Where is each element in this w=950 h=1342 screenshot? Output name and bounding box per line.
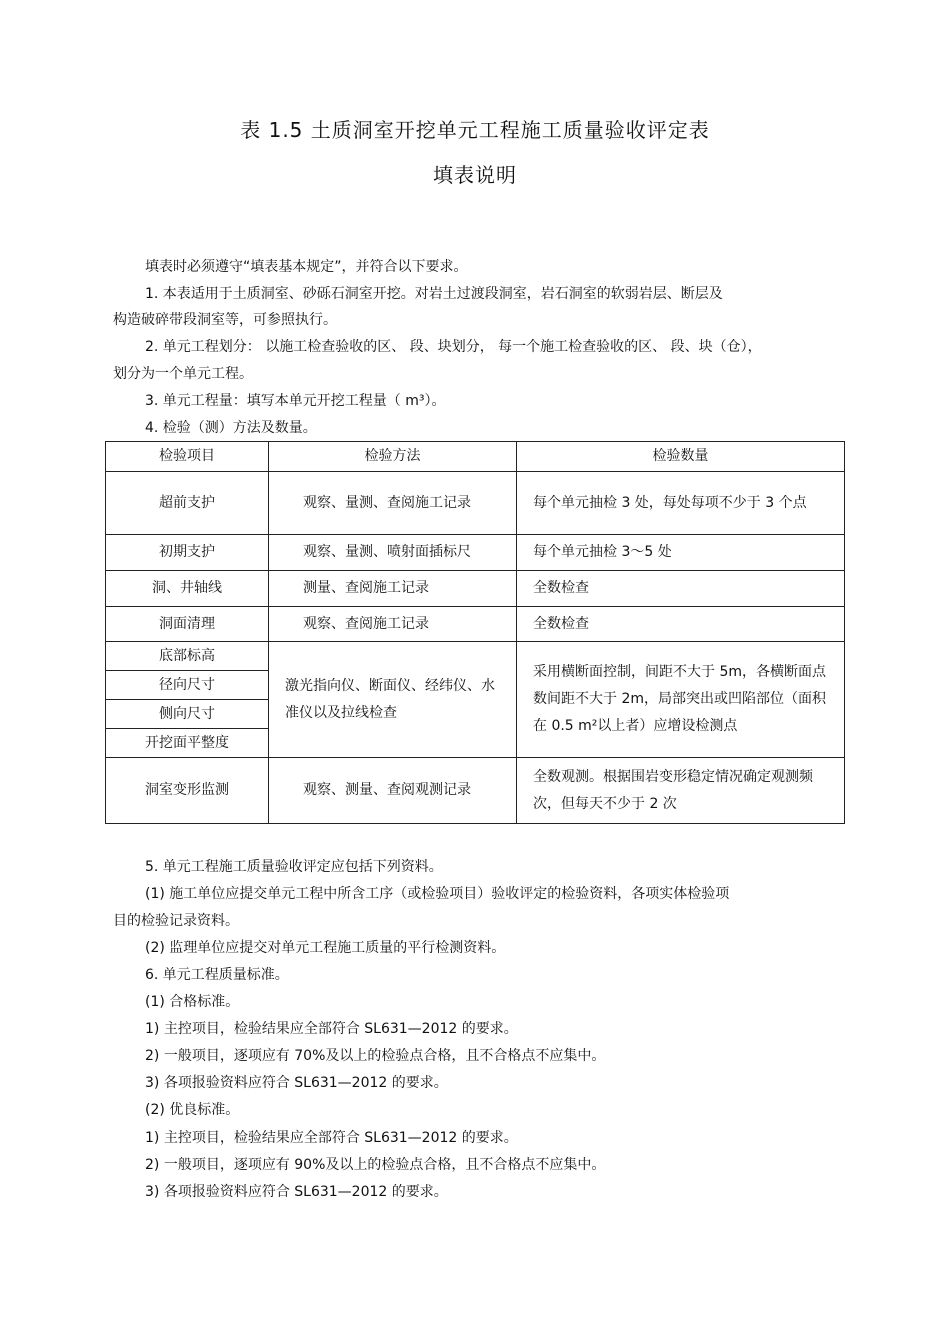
- cell-item: 底部标高: [106, 642, 269, 671]
- cell-item: 洞、井轴线: [106, 571, 269, 607]
- cell-item: 初期支护: [106, 535, 269, 571]
- intro-text: 填表时必须遵守“填表基本规定”，并符合以下要求。: [145, 259, 468, 275]
- table-row: [106, 607, 845, 642]
- cell-item: 洞面清理: [106, 607, 269, 642]
- table-row: [106, 642, 845, 671]
- standard-excellent-heading: (2) 优良标准。: [145, 1102, 240, 1118]
- cell-quantity: 全数观测。根据围岩变形稳定情况确定观测频次，但每天不少于 2 次: [517, 758, 845, 824]
- cell-method: 测量、查阅施工记录: [269, 571, 517, 607]
- cell-method-group: 激光指向仪、断面仪、经纬仪、水准仪以及拉线检查: [269, 642, 517, 758]
- cell-item: 洞室变形监测: [106, 758, 269, 824]
- item5-sub1-line1: (1) 施工单位应提交单元工程中所含工序（或检验项目）验收评定的检验资料，各项实体检验项: [145, 886, 730, 902]
- table-row: [106, 472, 845, 535]
- cell-method: 观察、查阅施工记录: [269, 607, 517, 642]
- standard-pass-1: 1) 主控项目，检验结果应全部符合 SL631—2012 的要求。: [145, 1021, 518, 1037]
- item2-line2: 划分为一个单元工程。: [113, 366, 253, 382]
- standard-pass-2: 2) 一般项目，逐项应有 70%及以上的检验点合格，且不合格点不应集中。: [145, 1048, 606, 1064]
- standard-pass-heading: (1) 合格标准。: [145, 994, 240, 1010]
- item1-line1: 1. 本表适用于土质洞室、砂砾石洞室开挖。对岩土过渡段洞室，岩石洞室的软弱岩层、断层及: [145, 286, 723, 302]
- cell-item: 开挖面平整度: [106, 729, 269, 758]
- item2-line1: 2. 单元工程划分： 以施工检查验收的区、 段、块划分， 每一个施工检查验收的区、 段、块（仓），: [145, 339, 762, 355]
- item5-text: 5. 单元工程施工质量验收评定应包括下列资料。: [145, 859, 443, 875]
- item3-text: 3. 单元工程量：填写本单元开挖工程量（ m³）。: [145, 393, 446, 409]
- cell-quantity-group: 采用横断面控制，间距不大于 5m，各横断面点数间距不大于 2m，局部突出或凹陷部位（面积在 0.5 m²以上者）应增设检测点: [517, 642, 845, 758]
- table-row: [106, 571, 845, 607]
- item5-sub2: (2) 监理单位应提交对单元工程施工质量的平行检测资料。: [145, 940, 506, 956]
- standard-excellent-2: 2) 一般项目，逐项应有 90%及以上的检验点合格，且不合格点不应集中。: [145, 1157, 606, 1173]
- cell-method: 观察、量测、喷射面插标尺: [269, 535, 517, 571]
- document-subtitle: 填表说明: [433, 163, 517, 187]
- standard-pass-3: 3) 各项报验资料应符合 SL631—2012 的要求。: [145, 1075, 448, 1091]
- document-title: 表 1.5 土质洞室开挖单元工程施工质量验收评定表: [240, 118, 710, 142]
- inspection-table: [105, 441, 845, 824]
- cell-method: 观察、量测、查阅施工记录: [269, 472, 517, 535]
- cell-item: 超前支护: [106, 472, 269, 535]
- cell-item: 径向尺寸: [106, 671, 269, 700]
- header-item: 检验项目: [106, 442, 269, 472]
- table-header-row: [106, 442, 845, 472]
- table-row: [106, 535, 845, 571]
- cell-quantity: 每个单元抽检 3～5 处: [517, 535, 845, 571]
- item1-line2: 构造破碎带段洞室等，可参照执行。: [113, 312, 337, 328]
- cell-quantity: 全数检查: [517, 607, 845, 642]
- item6-text: 6. 单元工程质量标准。: [145, 967, 289, 983]
- item5-sub1-line2: 目的检验记录资料。: [113, 913, 239, 929]
- header-method: 检验方法: [269, 442, 517, 472]
- header-quantity: 检验数量: [517, 442, 845, 472]
- cell-method: 观察、测量、查阅观测记录: [269, 758, 517, 824]
- item4-text: 4. 检验（测）方法及数量。: [145, 420, 317, 436]
- table-row: [106, 758, 845, 824]
- cell-item: 侧向尺寸: [106, 700, 269, 729]
- standard-excellent-1: 1) 主控项目，检验结果应全部符合 SL631—2012 的要求。: [145, 1130, 518, 1146]
- cell-quantity: 全数检查: [517, 571, 845, 607]
- standard-excellent-3: 3) 各项报验资料应符合 SL631—2012 的要求。: [145, 1184, 448, 1200]
- cell-quantity: 每个单元抽检 3 处，每处每项不少于 3 个点: [517, 472, 845, 535]
